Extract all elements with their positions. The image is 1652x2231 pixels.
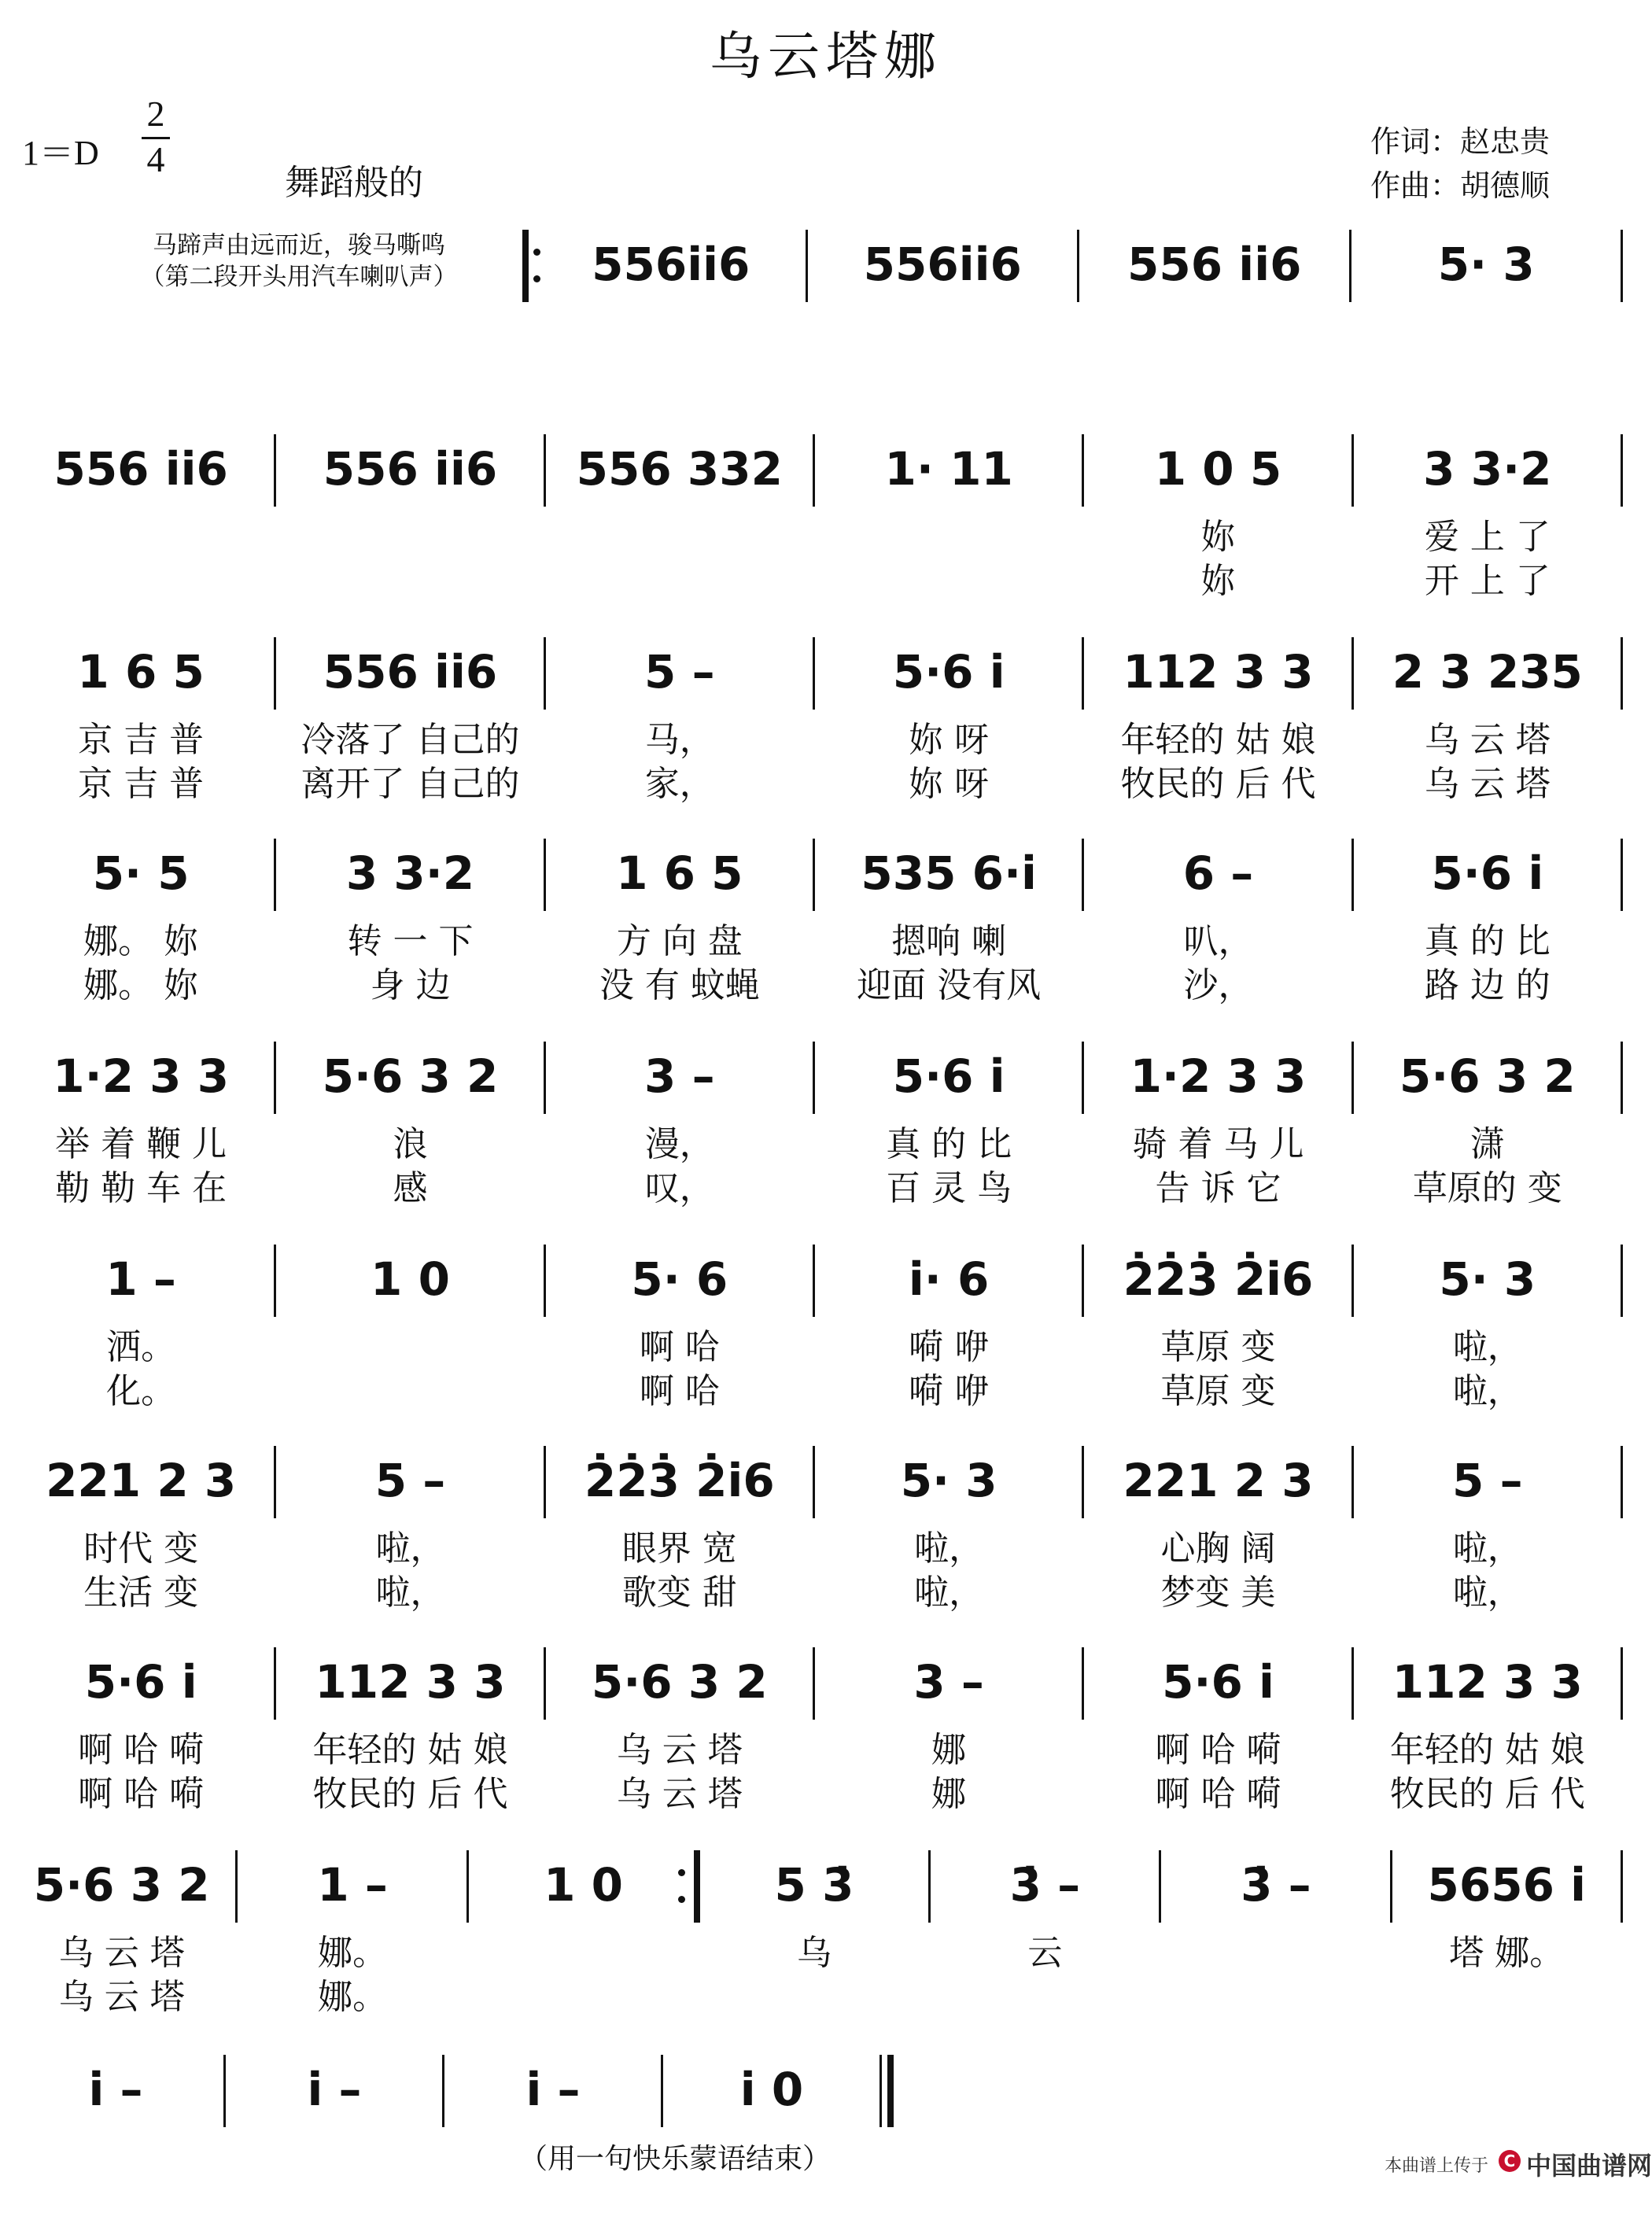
measure-notes: 5·6 3 2 [33,1858,210,1912]
measure [237,1853,467,2026]
measure [6,842,275,1015]
measure [545,1248,814,1421]
lyric-verse-2: 牧民的 后 代 [1389,1774,1585,1814]
measure-notes: 556 i̇i̇6 [323,645,498,699]
measure [807,233,1079,406]
lyric-verse-2: 百 灵 鸟 [886,1168,1012,1208]
measure [1083,1248,1352,1421]
measure-notes: i̇ – [88,2063,143,2116]
lyric-verse-2: 乌 云 塔 [58,1977,185,2017]
measure [1083,1045,1352,1218]
final-barline [887,2055,894,2127]
lyric-verse-2 [444,2178,662,2218]
lyric-verse-2: 啊 哈 嗬 [1155,1774,1281,1814]
measure-notes: 5· 6 [631,1252,728,1306]
lyric-verse-1: 乌 云 塔 [1424,720,1551,760]
lyric-verse-2: 妳 [1200,561,1236,601]
lyric-verse-2: 梦变 美 [1160,1573,1276,1613]
measure-notes: i̇ 0 [739,2063,804,2116]
lyric-verse-1: 啦， [1452,1529,1522,1569]
measure-notes: 535 6·i̇ [861,846,1037,900]
lyric-verse-2: 乌 云 塔 [1424,764,1551,804]
measure [814,842,1083,1015]
lyric-verse-1: 爱 上 了 [1424,517,1551,557]
measure-notes: 221 2 3 [1123,1454,1314,1507]
lyric-verse-2 [275,557,544,598]
measure-notes: 556 i̇i̇6 [323,442,498,496]
measure-notes: 5· 3 [1439,1252,1536,1306]
measure [814,1045,1083,1218]
measure-notes: i̇ – [307,2063,362,2116]
lyric-verse-2: 家， [644,764,714,804]
lyric-verse-2: 妳 呀 [909,764,990,804]
measure [1353,437,1622,610]
lyric-verse-1: 妳 呀 [909,720,990,760]
measure-notes: 5· 3 [900,1454,997,1507]
measure-notes: 3 – [644,1049,715,1103]
lyric-verse-1 [807,308,1079,349]
measure-notes: 556 332 [576,442,783,496]
barline [1621,1850,1623,1923]
lyric-verse-2: 没 有 蚊蝇 [599,965,760,1005]
lyric-verse-2: 嗬 咿 [909,1371,990,1411]
lyric-verse-1: 真 的 比 [1424,921,1551,961]
measure [6,1650,275,1824]
lyric-verse-1: 乌 [796,1933,832,1973]
lyric-verse-1 [468,1929,699,1970]
lyric-verse-1: 真 的 比 [886,1124,1012,1164]
measure [814,437,1083,610]
lyric-verse-1 [1079,308,1351,349]
lyric-verse-2: 感 [393,1168,428,1208]
lyric-verse-1: 心胸 阔 [1160,1529,1276,1569]
lyric-verse-1 [225,2133,444,2174]
composer-credit: 作曲：胡德顺 [1370,168,1551,203]
measure-notes: 3 – [913,1655,984,1709]
lyric-verse-1: 时代 变 [83,1529,199,1569]
measure [1353,1449,1622,1622]
lyric-verse-1: 骑 着 马 儿 [1132,1124,1304,1164]
measure-notes: 5·6 3 2 [591,1655,768,1709]
tempo-marking: 舞蹈般的 [285,163,423,203]
lyric-verse-1: 娜。 妳 [83,921,199,961]
measure [6,640,275,813]
measure [535,233,807,406]
lyric-verse-2: 告 诉 它 [1155,1168,1281,1208]
measure-notes: 5· 3 [1437,238,1535,291]
lyric-verse-2: 化。 [106,1371,176,1411]
measure [6,1449,275,1622]
score-row [0,233,1652,406]
measure-notes: 1 0 5 [1154,442,1282,496]
lyric-verse-1 [275,513,544,554]
barline [1621,1042,1623,1114]
lyric-verse-1: 洒。 [106,1327,176,1367]
measure [814,1449,1083,1622]
lyric-verse-2: 迎面 没有风 [857,965,1042,1005]
measure [1353,1650,1622,1824]
score-row [0,1449,1652,1622]
measure [1160,1853,1391,2026]
measure-notes: 2̇2̇3̇ 2̇i̇6 [1123,1252,1314,1306]
lyric-verse-1 [1351,308,1623,349]
lyric-verse-1 [535,308,807,349]
lyric-verse-2: 草原的 变 [1412,1168,1562,1208]
measure [275,640,544,813]
lyric-verse-2 [535,352,807,393]
lyric-verse-1: 云 [1027,1933,1063,1973]
measure [1079,233,1351,406]
lyric-verse-1 [275,1323,544,1364]
score-row [0,437,1652,610]
measure-notes: 3̇ – [1241,1858,1311,1912]
measure [545,1650,814,1824]
lyric-verse-1: 啦， [375,1529,445,1569]
measure-notes: 1 – [105,1252,176,1306]
measure-notes: 5·6 i̇ [1162,1655,1274,1709]
score-row [0,1248,1652,1421]
lyric-verse-1: 冷落了 自己的 [301,720,520,760]
measure [1353,640,1622,813]
measure-notes: 5·6 3 2 [322,1049,499,1103]
site-brand: 中国曲谱网 [1526,2151,1652,2181]
measure [6,1045,275,1218]
measure [275,1248,544,1421]
lyric-verse-1: 乌 云 塔 [616,1730,743,1770]
lyric-verse-1: 马， [644,720,714,760]
lyric-verse-1 [1160,1929,1391,1970]
lyric-verse-2: 沙， [1183,965,1253,1005]
measure [1351,233,1623,406]
measure-notes: 1 0 [544,1858,623,1912]
lyric-verse-2 [6,557,275,598]
lyric-verse-2: 牧民的 后 代 [1120,764,1316,804]
measure-notes: 556i̇i̇6 [592,238,750,291]
barline [1621,1446,1623,1518]
lyric-verse-1: 方 向 盘 [616,921,743,961]
lyric-verse-2 [275,1367,544,1408]
measure-notes: 2̇2̇3̇ 2̇i̇6 [584,1454,775,1507]
lyric-verse-1: 潇 [1469,1124,1505,1164]
measure [6,2058,225,2231]
measure [1083,1449,1352,1622]
measure [275,1650,544,1824]
measure-notes: 1 6 5 [77,645,205,699]
lyric-verse-1: 浪 [393,1124,428,1164]
measure-notes: 1 – [317,1858,388,1912]
lyric-verse-2: 开 上 了 [1424,561,1551,601]
barline [1621,1647,1623,1720]
lyric-verse-1: 年轻的 姑 娘 [1120,720,1316,760]
measure [468,1853,699,2026]
measure-notes: 112 3 3 [1392,1655,1583,1709]
lyric-verse-1: 娜。 [318,1933,388,1973]
measure-notes: 5·6 i̇ [892,1049,1005,1103]
lyric-verse-2: 路 边 的 [1424,965,1551,1005]
site-logo-icon: C [1499,2150,1521,2172]
lyric-verse-1: 摁响 喇 [891,921,1007,961]
lyric-verse-2: 离开了 自己的 [301,764,520,804]
measure [699,1853,929,2026]
lyric-verse-2 [1160,1973,1391,2014]
measure [1353,842,1622,1015]
measure [545,1449,814,1622]
measure-notes: 3̇ – [1009,1858,1081,1912]
lyric-verse-2 [930,1973,1160,2014]
lyric-verse-2: 歌变 甜 [621,1573,737,1613]
lyric-verse-2 [545,557,814,598]
lyric-verse-2: 京 吉 普 [78,764,205,804]
measure-notes: 1·2 3 3 [1130,1049,1307,1103]
measure [1083,437,1352,610]
measure-notes: 1 0 [371,1252,450,1306]
lyric-verse-1: 叭， [1183,921,1253,961]
measure [6,1248,275,1421]
measure [1083,1650,1352,1824]
key-label: 1＝D [22,134,99,172]
lyric-verse-1: 啊 哈 嗬 [1155,1730,1281,1770]
measure [814,1650,1083,1824]
lyric-verse-2: 勒 勒 车 在 [55,1168,227,1208]
lyric-verse-1: 眼界 宽 [621,1529,737,1569]
lyric-verse-1: 娜 [931,1730,967,1770]
intro-note-line-2: （第二段开头用汽车喇叭声） [140,263,458,291]
lyric-verse-1: 转 一 下 [347,921,474,961]
measure [545,640,814,813]
score-row [0,842,1652,1015]
lyric-verse-2 [1392,1973,1622,2014]
measure [1353,1248,1622,1421]
lyric-verse-1 [6,2133,225,2174]
ending-note: （用一句快乐蒙语结束） [519,2143,832,2175]
lyric-verse-2: 叹， [644,1168,714,1208]
repeat-end-barline [694,1850,700,1923]
lyric-verse-1: 嗬 咿 [909,1327,990,1367]
measure [1083,842,1352,1015]
lyric-verse-2 [807,352,1079,393]
lyric-verse-1: 京 吉 普 [78,720,205,760]
measure [275,1045,544,1218]
measure-notes: i̇· 6 [908,1252,990,1306]
score-row [0,1045,1652,1218]
lyric-verse-2: 啊 哈 嗬 [78,1774,205,1814]
measure [6,437,275,610]
measure-notes: 556i̇i̇6 [863,238,1022,291]
measure-notes: 2 3 235 [1392,645,1583,699]
measure [1392,1853,1622,2026]
lyric-verse-2: 啦， [1452,1371,1522,1411]
lyric-verse-2: 啦， [1452,1573,1522,1613]
lyric-verse-2: 乌 云 塔 [616,1774,743,1814]
measure [275,437,544,610]
measure [275,842,544,1015]
lyric-verse-2 [225,2178,444,2218]
lyric-verse-2 [468,1973,699,2014]
barline [1621,434,1623,507]
lyric-verse-2: 娜 [931,1774,967,1814]
measure [545,437,814,610]
lyric-verse-1: 年轻的 姑 娘 [1389,1730,1585,1770]
lyric-verse-1 [545,513,814,554]
lyric-verse-2: 牧民的 后 代 [312,1774,508,1814]
barline [1621,839,1623,911]
measure-notes: i̇ – [525,2063,581,2116]
barline [1621,637,1623,710]
measure-notes: 556 i̇i̇6 [1127,238,1302,291]
measure-notes: 5·6 i̇ [892,645,1005,699]
lyric-verse-1: 啦， [1452,1327,1522,1367]
lyric-verse-1: 啊 哈 [639,1327,720,1367]
measure-notes: 5 – [644,645,715,699]
repeat-end-dots [678,1863,686,1910]
lyric-verse-2 [662,2178,881,2218]
footer-upload-text: 本曲谱上传于 [1385,2156,1489,2176]
lyric-verse-1: 妳 [1200,517,1236,557]
score-row [0,1650,1652,1824]
barline [1621,230,1623,302]
measure-notes: 1· 11 [884,442,1013,496]
measure-notes: 5· 5 [92,846,190,900]
lyric-verse-2 [814,557,1083,598]
measure-notes: 5·6 3 2 [1399,1049,1576,1103]
intro-note-line-1: 马蹄声由远而近，骏马嘶鸣 [153,231,445,260]
repeat-start-barline [522,230,529,302]
measure [6,1853,237,2026]
lyric-verse-1: 年轻的 姑 娘 [312,1730,508,1770]
lyric-verse-1: 漫， [644,1124,714,1164]
lyric-verse-2 [699,1973,929,2014]
measure [545,1045,814,1218]
lyric-verse-2: 娜。 妳 [83,965,199,1005]
barline [879,2055,882,2127]
lyric-verse-2: 啦， [375,1573,445,1613]
measure [545,842,814,1015]
measure-notes: 5·6 i̇ [84,1655,197,1709]
lyric-verse-1 [6,513,275,554]
score-row [0,640,1652,813]
time-signature-bottom: 4 [146,139,165,179]
measure [225,2058,444,2231]
lyric-verse-1 [814,513,1083,554]
measure-notes: 112 3 3 [315,1655,506,1709]
barline [1621,1245,1623,1317]
song-title: 乌云塔娜 [710,26,942,87]
lyric-verse-2: 生活 变 [83,1573,199,1613]
measure-notes: 1 6 5 [616,846,743,900]
measure-notes: 1·2 3 3 [53,1049,230,1103]
lyricist-credit: 作词：赵忠贵 [1370,124,1551,159]
measure-notes: 112 3 3 [1123,645,1314,699]
lyric-verse-1: 乌 云 塔 [58,1933,185,1973]
time-signature-top: 2 [146,94,165,134]
lyric-verse-1: 啦， [914,1529,984,1569]
measure-notes: 5 3̇ [774,1858,854,1912]
lyric-verse-2 [1079,352,1351,393]
lyric-verse-2: 啦， [914,1573,984,1613]
lyric-verse-1: 塔 娜。 [1449,1933,1565,1973]
lyric-verse-1: 草原 变 [1160,1327,1276,1367]
measure [814,1248,1083,1421]
lyric-verse-2: 身 边 [370,965,451,1005]
measure-notes: 5·6 i̇ [1431,846,1544,900]
measure-notes: 3 3·2 [345,846,475,900]
lyric-verse-2 [6,2178,225,2218]
measure-notes: 3 3·2 [1423,442,1552,496]
lyric-verse-2: 草原 变 [1160,1371,1276,1411]
lyric-verse-1: 举 着 鞭 儿 [55,1124,227,1164]
measure-notes: 5656 i̇ [1427,1858,1587,1912]
measure [1353,1045,1622,1218]
measure-notes: 5 – [1452,1454,1523,1507]
repeat-start-dots [533,242,541,289]
measure-notes: 6 – [1182,846,1254,900]
lyric-verse-2 [1351,352,1623,393]
lyric-verse-1: 啊 哈 嗬 [78,1730,205,1770]
score-row [0,1853,1652,2026]
measure-notes: 221 2 3 [46,1454,237,1507]
measure [1083,640,1352,813]
measure [275,1449,544,1622]
measure-notes: 5 – [374,1454,446,1507]
lyric-verse-2: 啊 哈 [639,1371,720,1411]
measure [930,1853,1160,2026]
measure-notes: 556 i̇i̇6 [53,442,228,496]
measure [814,640,1083,813]
lyric-verse-2: 娜。 [318,1977,388,2017]
